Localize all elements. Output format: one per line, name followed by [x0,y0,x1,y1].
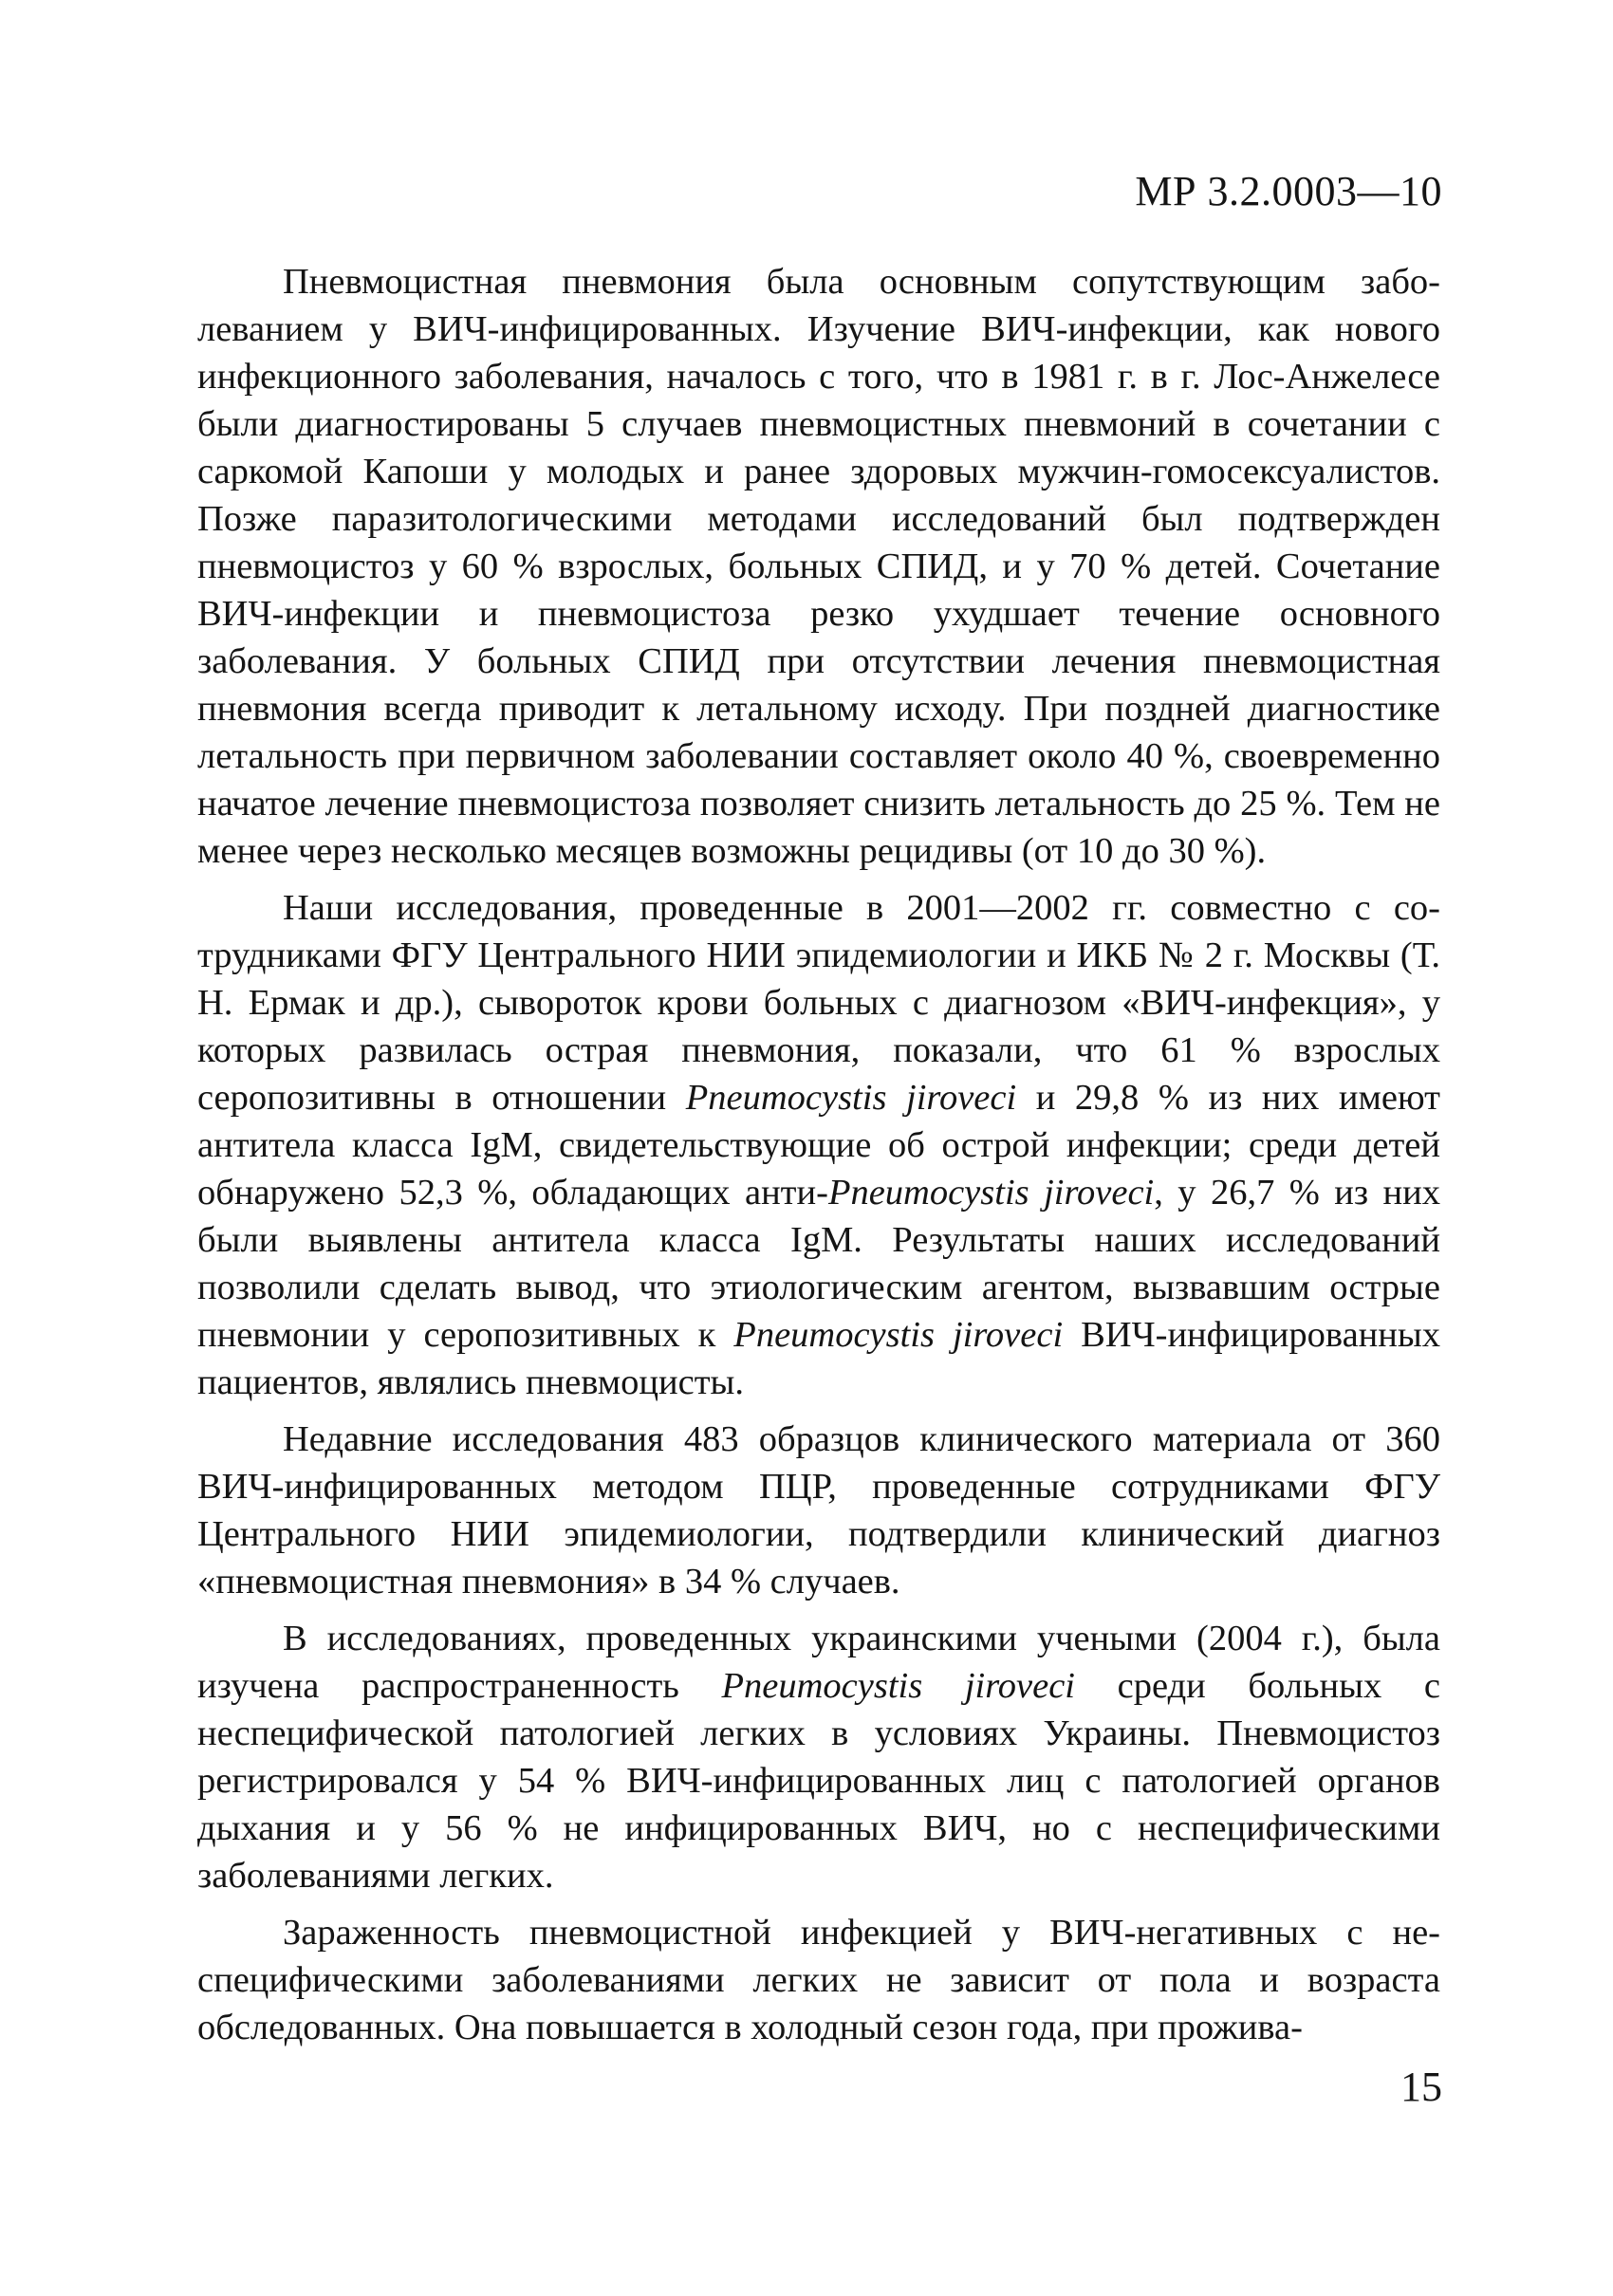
paragraph-4 [197,1615,1440,1899]
paragraph-2-text-d: ВИЧ-инфицированных пациентов, являлись пневмоцисты. [197,1315,1440,1402]
paragraph-2 [197,884,1440,1406]
paragraph-2-text-a: Наши исследования, проведенные в 2001—2002 гг. совместно с сотрудниками ФГУ Центрального НИИ эпидемиологии и ИКБ № 2 г. Москвы (Т. Н. Ермак и др.), сывороток крови больных с диагнозом «ВИЧ-инфекция», у которых развилась острая пневмония, показали, что 61 % взрослых серопозитивны в отношении [197,888,1440,1118]
species-name-3: Pneumocystis jiroveci [733,1315,1064,1355]
paragraph-3: Недавние исследования 483 образцов клинического материала от 360 ВИЧ-инфицированных методом ПЦР, проведенные сотрудниками ФГУ Центрального НИИ эпидемиологии, подтвердили клинический диагноз «пневмоцистная пневмония» в 34 % случаев. [197,1419,1440,1602]
paragraph-1: Пневмоцистная пневмония была основным сопутствующим заболеванием у ВИЧ-инфицированных. Изучение ВИЧ-инфекции, как нового инфекционного заболевания, началось с того, что в 1981 г. в г. Лос-Анжелесе были диагностированы 5 случаев пневмоцистных пневмоний в сочетании с саркомой Капоши у молодых и ранее здоровых мужчин-гомосексуалистов. Позже паразитологическими методами исследований был подтвержден пневмоцистоз у 60 % взрослых, больных СПИД, и у 70 % детей. Сочетание ВИЧ-инфекции и пневмоцистоза резко ухудшает течение основного заболевания. У больных СПИД при отсутствии лечения пневмоцистная пневмония всегда приводит к летальному исходу. При поздней диагностике летальность при первичном заболевании составляет около 40 %, своевременно начатое лечение пневмоцистоза позволяет снизить летальность до 25 %. Тем не менее через несколько месяцев возможны рецидивы (от 10 до 30 %). [197,262,1440,871]
paragraph-2-text-c: , у 26,7 % из них были выявлены антитела класса IgM. Результаты наших исследований позволили сделать вывод, что этиологическим агентом, вызвавшим острые пневмонии у серопозитивных к [197,1173,1441,1355]
paragraph-2-text-b: и 29,8 % из них имеют антитела класса IgM, свидетельствующие об острой инфекции; среди детей обнаружено 52,3 %, обладающих анти- [197,1078,1440,1213]
species-name-2: Pneumocystis jiroveci [827,1173,1155,1213]
paragraph-4-text-a: В исследованиях, проведенных украинскими учеными (2004 г.), была изучена распространенность [197,1619,1440,1706]
page-number: 15 [1400,2064,1442,2110]
species-name-4: Pneumocystis jiroveci [721,1666,1076,1706]
paragraph-4-text-b: среди больных с неспецифической патологией легких в условиях Украины. Пневмоцистоз регистрировался у 54 % ВИЧ-инфицированных лиц с патологией органов дыхания и у 56 % не инфицированных ВИЧ, но с неспецифическими заболеваниями легких. [197,1666,1440,1896]
body-text [197,258,1440,2051]
paragraph-5: Зараженность пневмоцистной инфекцией у ВИЧ-негативных с неспецифическими заболеваниями легких не зависит от пола и возраста обследованных. Она повышается в холодный сезон года, при прожива- [197,1913,1440,2047]
species-name-1: Pneumocystis jiroveci [685,1078,1017,1118]
document-code-header: МР 3.2.0003—10 [1135,168,1442,214]
